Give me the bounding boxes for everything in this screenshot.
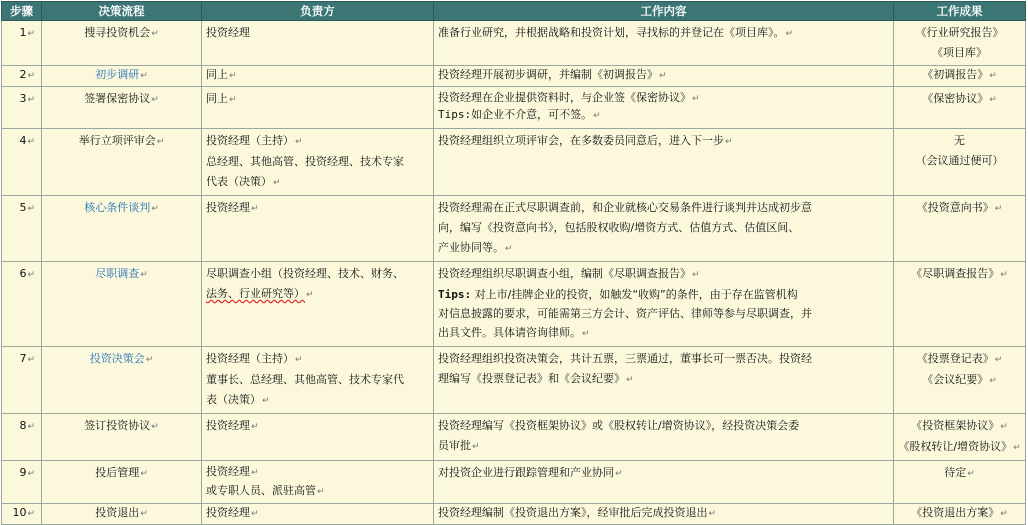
process-cell: 举行立项评审会↵ <box>42 129 202 196</box>
content-cell: 对投资企业进行跟踪管理和产业协同↵ <box>434 461 894 504</box>
step-cell: 3↵ <box>2 87 42 129</box>
result-cell: 《行业研究报告》 《项目库》 <box>894 21 1026 66</box>
step-cell: 9↵ <box>2 461 42 504</box>
result-cell: 待定↵ <box>894 461 1026 504</box>
result-cell: 《投资框架协议》↵ 《股权转让/增资协议》↵ <box>894 414 1026 461</box>
table-row <box>2 347 1026 414</box>
decision-process-table <box>1 1 1026 525</box>
step-cell: 10↵ <box>2 504 42 525</box>
result-cell: 《投票登记表》↵ 《会议纪要》↵ <box>894 347 1026 414</box>
step-cell: 7↵ <box>2 347 42 414</box>
result-cell: 《投资退出方案》↵ <box>894 504 1026 525</box>
result-cell: 《投资意向书》↵ <box>894 196 1026 262</box>
content-cell: 投资经理在企业提供资料时，与企业签《保密协议》↵ Tips:如企业不介意，可不签。↵ <box>434 87 894 129</box>
step-cell: 6↵ <box>2 262 42 347</box>
header-content: 工作内容 <box>434 2 894 21</box>
owner-cell: 投资经理↵ <box>202 414 434 461</box>
header-step: 步骤 <box>2 2 42 21</box>
table-row <box>2 461 1026 504</box>
content-cell: 投资经理编写《投资框架协议》或《股权转让/增资协议》，经投资决策会委 员审批↵ <box>434 414 894 461</box>
header-process: 决策流程 <box>42 2 202 21</box>
process-cell: 投资决策会↵ <box>42 347 202 414</box>
step-cell: 4↵ <box>2 129 42 196</box>
owner-cell: 投资经理↵ <box>202 504 434 525</box>
table-row <box>2 414 1026 461</box>
content-cell: 投资经理组织尽职调查小组，编制《尽职调查报告》↵ Tips: 对上市/挂牌企业的投资，如触发“收购”的条件，由于存在监管机构 对信息披露的要求，可能需第三方会计、资产评估、律师等参与尽职调查，并 出具文件。具体请咨询律师。↵ <box>434 262 894 347</box>
step-cell: 2↵ <box>2 66 42 87</box>
process-cell: 搜寻投资机会↵ <box>42 21 202 66</box>
owner-cell: 投资经理 <box>202 21 434 66</box>
process-cell: 尽职调查↵ <box>42 262 202 347</box>
owner-cell: 同上↵ <box>202 66 434 87</box>
content-cell: 投资经理组织立项评审会，在多数委员同意后，进入下一步↵ <box>434 129 894 196</box>
table-row <box>2 262 1026 347</box>
process-cell: 签订投资协议↵ <box>42 414 202 461</box>
process-cell: 投资退出↵ <box>42 504 202 525</box>
process-cell: 初步调研↵ <box>42 66 202 87</box>
content-cell: 投资经理编制《投资退出方案》，经审批后完成投资退出↵ <box>434 504 894 525</box>
owner-cell: 投资经理（主持）↵ 总经理、其他高管、投资经理、技术专家 代表（决策）↵ <box>202 129 434 196</box>
content-cell: 投资经理需在正式尽职调查前，和企业就核心交易条件进行谈判并达成初步意 向，编写《投资意向书》，包括股权收购/增资方式、估值方式、估值区间、 产业协同等。↵ <box>434 196 894 262</box>
owner-cell: 投资经理↵ 或专职人员、派驻高管↵ <box>202 461 434 504</box>
step-cell: 8↵ <box>2 414 42 461</box>
process-cell: 核心条件谈判↵ <box>42 196 202 262</box>
content-cell: 准备行业研究，并根据战略和投资计划，寻找标的并登记在《项目库》。↵ <box>434 21 894 66</box>
result-cell: 《保密协议》↵ <box>894 87 1026 129</box>
table-row <box>2 87 1026 129</box>
table-row <box>2 504 1026 525</box>
owner-cell: 投资经理（主持）↵ 董事长、总经理、其他高管、技术专家代 表（决策）↵ <box>202 347 434 414</box>
content-cell: 投资经理开展初步调研，并编制《初调报告》↵ <box>434 66 894 87</box>
process-cell: 投后管理↵ <box>42 461 202 504</box>
step-cell: 1↵ <box>2 21 42 66</box>
result-cell: 《尽职调查报告》↵ <box>894 262 1026 347</box>
table-row <box>2 196 1026 262</box>
table-row <box>2 21 1026 66</box>
owner-cell: 同上↵ <box>202 87 434 129</box>
owner-cell: 尽职调查小组（投资经理、技术、财务、 法务、行业研究等）↵ <box>202 262 434 347</box>
header-row <box>2 2 1026 21</box>
table-row <box>2 66 1026 87</box>
process-cell: 签署保密协议↵ <box>42 87 202 129</box>
result-cell: 无 （会议通过便可） <box>894 129 1026 196</box>
content-cell: 投资经理组织投资决策会，共计五票，三票通过，董事长可一票否决。投资经 理编写《投票登记表》和《会议纪要》↵ <box>434 347 894 414</box>
step-cell: 5↵ <box>2 196 42 262</box>
owner-cell: 投资经理↵ <box>202 196 434 262</box>
table-row <box>2 129 1026 196</box>
header-result: 工作成果 <box>894 2 1026 21</box>
header-owner: 负责方 <box>202 2 434 21</box>
result-cell: 《初调报告》↵ <box>894 66 1026 87</box>
